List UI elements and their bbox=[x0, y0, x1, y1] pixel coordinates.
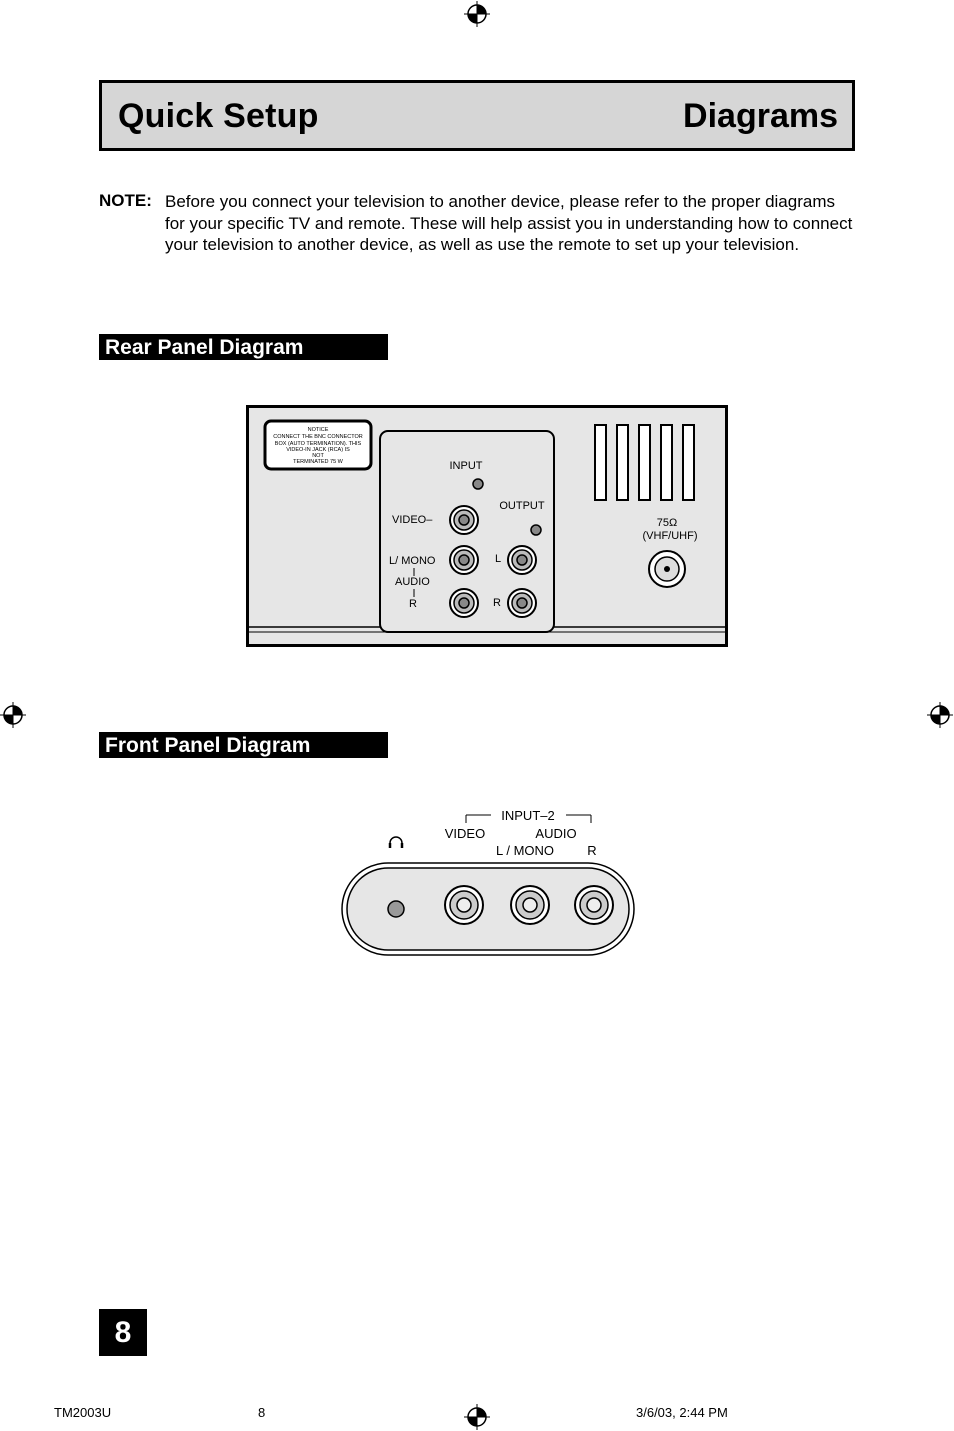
headphone-icon bbox=[390, 837, 402, 848]
input-led-icon bbox=[473, 479, 483, 489]
header-title-left: Quick Setup bbox=[118, 97, 319, 135]
registration-mark-icon bbox=[927, 702, 953, 728]
audio-r-input-jack-icon bbox=[450, 589, 478, 617]
front-panel-diagram bbox=[340, 805, 640, 960]
footer-doc-code: TM2003U bbox=[54, 1405, 112, 1420]
note-text: Before you connect your television to another device, please refer to the proper diagrams for your specific TV and remote. These will help assist you in understanding how to connect your television to another device, as well as use the remote to set up your television. bbox=[165, 192, 853, 254]
input2-label: INPUT–2 bbox=[501, 808, 555, 823]
rear-panel-diagram bbox=[246, 405, 728, 647]
front-lmono-label: L / MONO bbox=[495, 843, 555, 858]
output-label: OUTPUT bbox=[499, 500, 545, 512]
header-title-right: Diagrams bbox=[683, 97, 838, 135]
video-input-label: VIDEO– bbox=[392, 514, 433, 526]
audio-label: AUDIO bbox=[395, 576, 430, 588]
lmono-label: L/ MONO bbox=[389, 555, 436, 567]
output-led-icon bbox=[531, 525, 541, 535]
output-r-label: R bbox=[493, 597, 501, 609]
output-l-label: L bbox=[495, 553, 502, 565]
notice-line: NOTICE bbox=[307, 427, 329, 433]
rear-panel-section-title: Rear Panel Diagram bbox=[99, 334, 388, 360]
registration-mark-icon bbox=[464, 1404, 490, 1430]
headphone-jack-icon bbox=[388, 901, 404, 917]
footer-page: 8 bbox=[258, 1405, 266, 1420]
page-number: 8 bbox=[99, 1309, 147, 1356]
note-label: NOTE: bbox=[99, 191, 152, 210]
input-label: INPUT bbox=[449, 460, 483, 472]
notice-line: TERMINATED 75 W bbox=[293, 459, 343, 465]
front-audio-r-jack-icon bbox=[575, 886, 613, 924]
notice-line: BOX (AUTO TERMINATION). THIS bbox=[274, 441, 362, 447]
front-audio-l-jack-icon bbox=[511, 886, 549, 924]
front-audio-label: AUDIO bbox=[535, 826, 577, 841]
front-panel-section-title: Front Panel Diagram bbox=[99, 732, 388, 758]
front-r-label: R bbox=[587, 843, 597, 858]
page-header bbox=[99, 80, 855, 151]
notice-line: VIDEO-IN JACK (RCA) IS bbox=[286, 447, 350, 453]
vhf-uhf-label: (VHF/UHF) bbox=[642, 530, 698, 542]
footer-timestamp: 3/6/03, 2:44 PM bbox=[636, 1405, 728, 1420]
front-video-jack-icon bbox=[445, 886, 483, 924]
audio-l-output-jack-icon bbox=[508, 546, 536, 574]
audio-r-label: R bbox=[409, 598, 417, 610]
registration-mark-icon bbox=[464, 1, 490, 27]
notice-line: CONNECT THE BNC CONNECTOR bbox=[273, 434, 363, 440]
notice-line: NOT bbox=[312, 453, 324, 459]
antenna-connector-icon bbox=[649, 551, 685, 587]
registration-mark-icon bbox=[0, 702, 26, 728]
front-video-label: VIDEO bbox=[444, 826, 486, 841]
audio-l-input-jack-icon bbox=[450, 546, 478, 574]
ohm-label: 75Ω bbox=[656, 517, 678, 529]
video-input-jack-icon bbox=[450, 506, 478, 534]
notice-label bbox=[265, 421, 371, 469]
audio-r-output-jack-icon bbox=[508, 589, 536, 617]
